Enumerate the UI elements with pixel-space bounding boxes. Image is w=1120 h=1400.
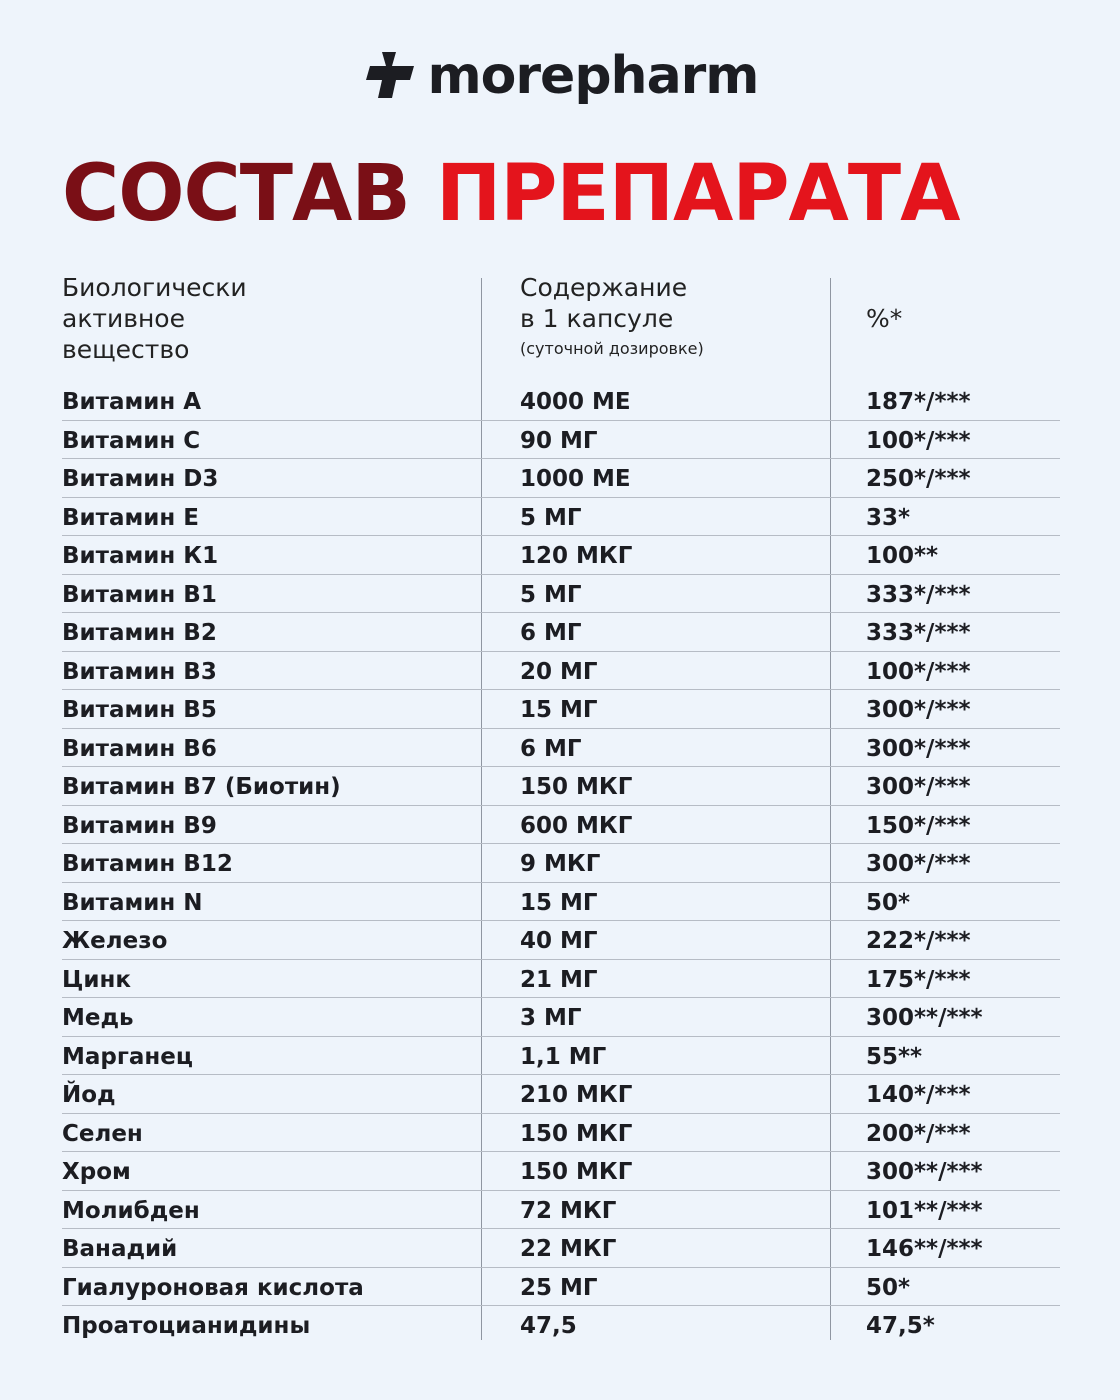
composition-table: [62, 272, 1060, 1345]
substance-name: Витамин В2: [62, 620, 217, 646]
table-row: [62, 690, 1060, 729]
table-row: [62, 767, 1060, 806]
substance-name: Витамин В3: [62, 658, 217, 685]
table-row: [62, 382, 1060, 421]
percent-value: 187*/***: [866, 389, 971, 415]
substance-name: Витамин D3: [62, 466, 219, 492]
percent-value: 101**/***: [866, 1197, 983, 1224]
table-row: [62, 498, 1060, 537]
substance-name: Витамин В9: [62, 812, 217, 839]
table-row: [62, 921, 1060, 960]
percent-value: 100*/***: [866, 427, 971, 454]
amount-value: 1000 МЕ: [520, 466, 631, 492]
substance-name: Ванадий: [62, 1236, 178, 1262]
amount-value: 6 МГ: [520, 735, 582, 762]
percent-value: 33*: [866, 504, 911, 531]
percent-value: 140*/***: [866, 1082, 971, 1108]
table-row: [62, 1075, 1060, 1114]
substance-name: Витамин К1: [62, 543, 219, 569]
table-row: [62, 1114, 1060, 1153]
substance-name: Витамин В7 (Биотин): [62, 774, 341, 800]
amount-value: 20 МГ: [520, 658, 598, 685]
amount-value: 150 МКГ: [520, 1120, 633, 1147]
table-row: [62, 575, 1060, 614]
amount-value: 25 МГ: [520, 1274, 598, 1301]
table-row: [62, 998, 1060, 1037]
percent-value: 300*/***: [866, 851, 971, 877]
table-row: [62, 729, 1060, 768]
brand-name: morepharm: [427, 46, 759, 106]
amount-value: 1,1 МГ: [520, 1043, 607, 1070]
substance-name: Витамин В12: [62, 851, 233, 877]
table-row: [62, 652, 1060, 691]
amount-value: 15 МГ: [520, 889, 598, 916]
percent-value: 250*/***: [866, 466, 971, 492]
header-content-note: (суточной дозировке): [520, 339, 704, 358]
amount-value: 72 МКГ: [520, 1197, 617, 1224]
table-row: [62, 421, 1060, 460]
amount-value: 40 МГ: [520, 928, 598, 954]
amount-value: 150 МКГ: [520, 774, 633, 800]
table-row: [62, 1037, 1060, 1076]
table-row: [62, 459, 1060, 498]
substance-name: Витамин В1: [62, 581, 217, 608]
percent-value: 333*/***: [866, 581, 971, 608]
amount-value: 600 МКГ: [520, 812, 633, 839]
substance-name: Витамин Е: [62, 504, 200, 531]
table-row: [62, 1268, 1060, 1307]
amount-value: 120 МКГ: [520, 543, 633, 569]
percent-value: 175*/***: [866, 966, 971, 993]
substance-name: Железо: [62, 928, 168, 954]
table-row: [62, 806, 1060, 845]
amount-value: 22 МКГ: [520, 1236, 617, 1262]
header-content: Содержание в 1 капсуле (суточной дозировке): [520, 272, 704, 364]
amount-value: 9 МКГ: [520, 851, 601, 877]
table-row: [62, 1191, 1060, 1230]
brand-logo: [0, 48, 1120, 104]
header-percent: %*: [866, 304, 903, 333]
morepharm-cross-icon: [362, 48, 418, 104]
substance-name: Витамин В5: [62, 697, 217, 723]
amount-value: 3 МГ: [520, 1005, 582, 1031]
amount-value: 4000 МЕ: [520, 389, 631, 415]
amount-value: 5 МГ: [520, 504, 582, 531]
amount-value: 21 МГ: [520, 966, 598, 993]
percent-value: 50*: [866, 1274, 911, 1301]
substance-name: Гиалуроновая кислота: [62, 1274, 364, 1301]
table-row: [62, 613, 1060, 652]
percent-value: 222*/***: [866, 928, 971, 954]
table-body: [62, 382, 1060, 1345]
percent-value: 146**/***: [866, 1236, 983, 1262]
header-substance: Биологически активное вещество: [62, 273, 247, 364]
percent-value: 55**: [866, 1043, 923, 1070]
amount-value: 6 МГ: [520, 620, 582, 646]
table-row: [62, 1306, 1060, 1345]
substance-name: Молибден: [62, 1197, 200, 1224]
table-header: [62, 272, 1060, 382]
substance-name: Проатоцианидины: [62, 1313, 311, 1339]
amount-value: 15 МГ: [520, 697, 598, 723]
substance-name: Хром: [62, 1159, 131, 1185]
percent-value: 50*: [866, 889, 911, 916]
amount-value: 47,5: [520, 1313, 577, 1339]
substance-name: Витамин N: [62, 889, 203, 916]
percent-value: 300**/***: [866, 1005, 983, 1031]
substance-name: Медь: [62, 1005, 134, 1031]
substance-name: Селен: [62, 1120, 143, 1147]
percent-value: 100*/***: [866, 658, 971, 685]
substance-name: Витамин С: [62, 427, 201, 454]
substance-name: Витамин А: [62, 389, 202, 415]
table-row: [62, 536, 1060, 575]
substance-name: Йод: [62, 1082, 116, 1108]
table-row: [62, 1229, 1060, 1268]
table-row: [62, 883, 1060, 922]
percent-value: 100**: [866, 543, 939, 569]
percent-value: 300*/***: [866, 697, 971, 723]
substance-name: Цинк: [62, 966, 131, 993]
percent-value: 300*/***: [866, 735, 971, 762]
percent-value: 200*/***: [866, 1120, 971, 1147]
page-title: [62, 138, 1072, 250]
table-row: [62, 1152, 1060, 1191]
percent-value: 300**/***: [866, 1159, 983, 1185]
amount-value: 90 МГ: [520, 427, 598, 454]
substance-name: Марганец: [62, 1043, 193, 1070]
title-part-1: СОСТАВ: [62, 149, 410, 239]
table-row: [62, 960, 1060, 999]
percent-value: 333*/***: [866, 620, 971, 646]
table-row: [62, 844, 1060, 883]
amount-value: 5 МГ: [520, 581, 582, 608]
percent-value: 150*/***: [866, 812, 971, 839]
percent-value: 300*/***: [866, 774, 971, 800]
substance-name: Витамин В6: [62, 735, 217, 762]
title-part-2: ПРЕПАРАТА: [435, 149, 960, 239]
amount-value: 210 МКГ: [520, 1082, 633, 1108]
percent-value: 47,5*: [866, 1313, 935, 1339]
amount-value: 150 МКГ: [520, 1159, 633, 1185]
